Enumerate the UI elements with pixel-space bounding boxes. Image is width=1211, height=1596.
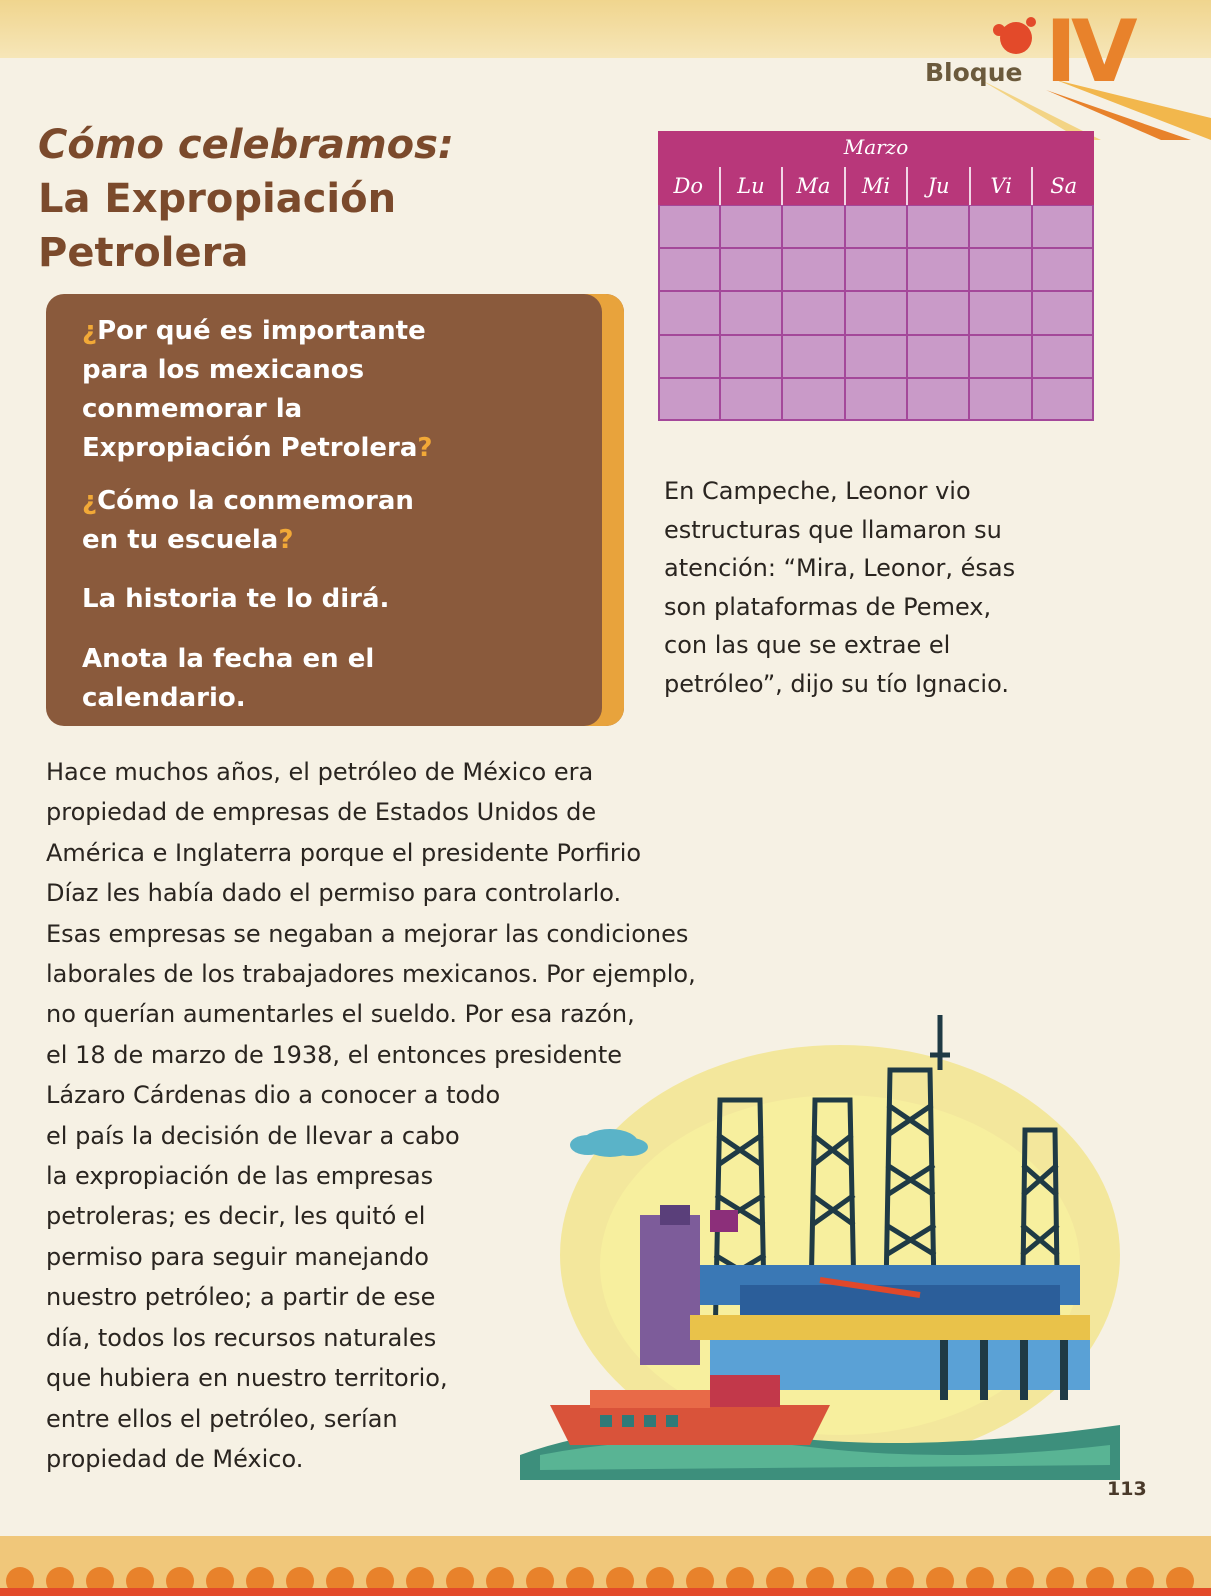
title-line-2: La Expropiación (38, 176, 397, 222)
main-line-10: el país la decisión de llevar a cabo (46, 1121, 460, 1150)
question-2-line-2: en tu escuela (82, 525, 279, 555)
main-line-9: Lázaro Cárdenas dio a conocer a todo (46, 1081, 501, 1110)
question-1 (82, 312, 602, 468)
calendar-weekdays (658, 167, 1094, 205)
question-1-line-4: Expropiación Petrolera (82, 433, 418, 463)
question-2 (82, 482, 602, 560)
open-question-mark: ¿ (82, 316, 98, 346)
main-line-17: entre ellos el petróleo, serían (46, 1404, 398, 1433)
calendar-month: Marzo (843, 135, 909, 159)
history-line: La historia te lo dirá. (82, 584, 390, 614)
title-line-3: Petrolera (38, 230, 249, 276)
main-line-3: América e Inglaterra porque el presidente Porfirio (46, 838, 642, 867)
calendar-grid[interactable] (658, 205, 1094, 421)
weekday-sa: Sa (1031, 167, 1094, 205)
page-title (38, 118, 518, 280)
main-line-16: que hubiera en nuestro territorio, (46, 1364, 448, 1393)
main-line-14: nuestro petróleo; a partir de ese (46, 1283, 436, 1312)
weekday-do: Do (673, 174, 704, 198)
side-line-6: petróleo”, dijo su tío Ignacio. (664, 669, 1009, 698)
calendar-header (658, 131, 1094, 205)
main-line-18: propiedad de México. (46, 1444, 304, 1473)
title-line-1: Cómo celebramos: (38, 122, 454, 168)
instruction-line-1: Anota la fecha en el (82, 644, 375, 674)
main-line-7: no querían aumentarles el sueldo. Por esa razón, (46, 1000, 635, 1029)
question-1-line-2: para los mexicanos (82, 355, 365, 385)
main-line-6: laborales de los trabajadores mexicanos. Por ejemplo, (46, 960, 696, 989)
instruction (82, 640, 602, 718)
weekday-ma: Ma (781, 167, 844, 205)
question-2-line-1: Cómo la conmemoran (97, 486, 414, 516)
question-1-line-1: Por qué es importante (97, 316, 426, 346)
main-line-11: la expropiación de las empresas (46, 1162, 434, 1191)
weekday-vi: Vi (969, 167, 1032, 205)
question-1-line-3: conmemorar la (82, 394, 303, 424)
open-question-mark: ¿ (82, 486, 98, 516)
question-box (46, 294, 624, 726)
main-line-15: día, todos los recursos naturales (46, 1323, 437, 1352)
weekday-ju: Ju (906, 167, 969, 205)
weekday-mi: Mi (844, 167, 907, 205)
side-line-4: son plataformas de Pemex, (664, 592, 992, 621)
oil-platform-illustration (510, 1015, 1120, 1480)
main-line-2: propiedad de empresas de Estados Unidos de (46, 798, 597, 827)
main-line-1: Hace muchos años, el petróleo de México era (46, 758, 594, 786)
close-question-mark: ? (417, 433, 433, 463)
main-line-8: el 18 de marzo de 1938, el entonces presidente (46, 1040, 623, 1069)
main-line-5: Esas empresas se negaban a mejorar las condiciones (46, 919, 689, 948)
bloque-label: Bloque (925, 58, 1023, 87)
main-line-4: Díaz les había dado el permiso para controlarlo. (46, 879, 622, 908)
bottom-ornament (0, 1536, 1211, 1596)
side-line-5: con las que se extrae el (664, 631, 951, 660)
main-line-12: petroleras; es decir, les quitó el (46, 1202, 426, 1231)
side-paragraph (664, 472, 1104, 704)
side-line-2: estructuras que llamaron su (664, 515, 1002, 544)
march-calendar (658, 131, 1094, 421)
weekday-lu: Lu (719, 167, 782, 205)
page-number: 113 (1107, 1478, 1147, 1500)
main-line-13: permiso para seguir manejando (46, 1242, 429, 1271)
side-line-3: atención: “Mira, Leonor, ésas (664, 554, 1016, 583)
close-question-mark: ? (278, 525, 294, 555)
instruction-line-2: calendario. (82, 683, 246, 713)
side-line-1: En Campeche, Leonor vio (664, 477, 971, 505)
bloque-number: IV (1045, 2, 1132, 102)
